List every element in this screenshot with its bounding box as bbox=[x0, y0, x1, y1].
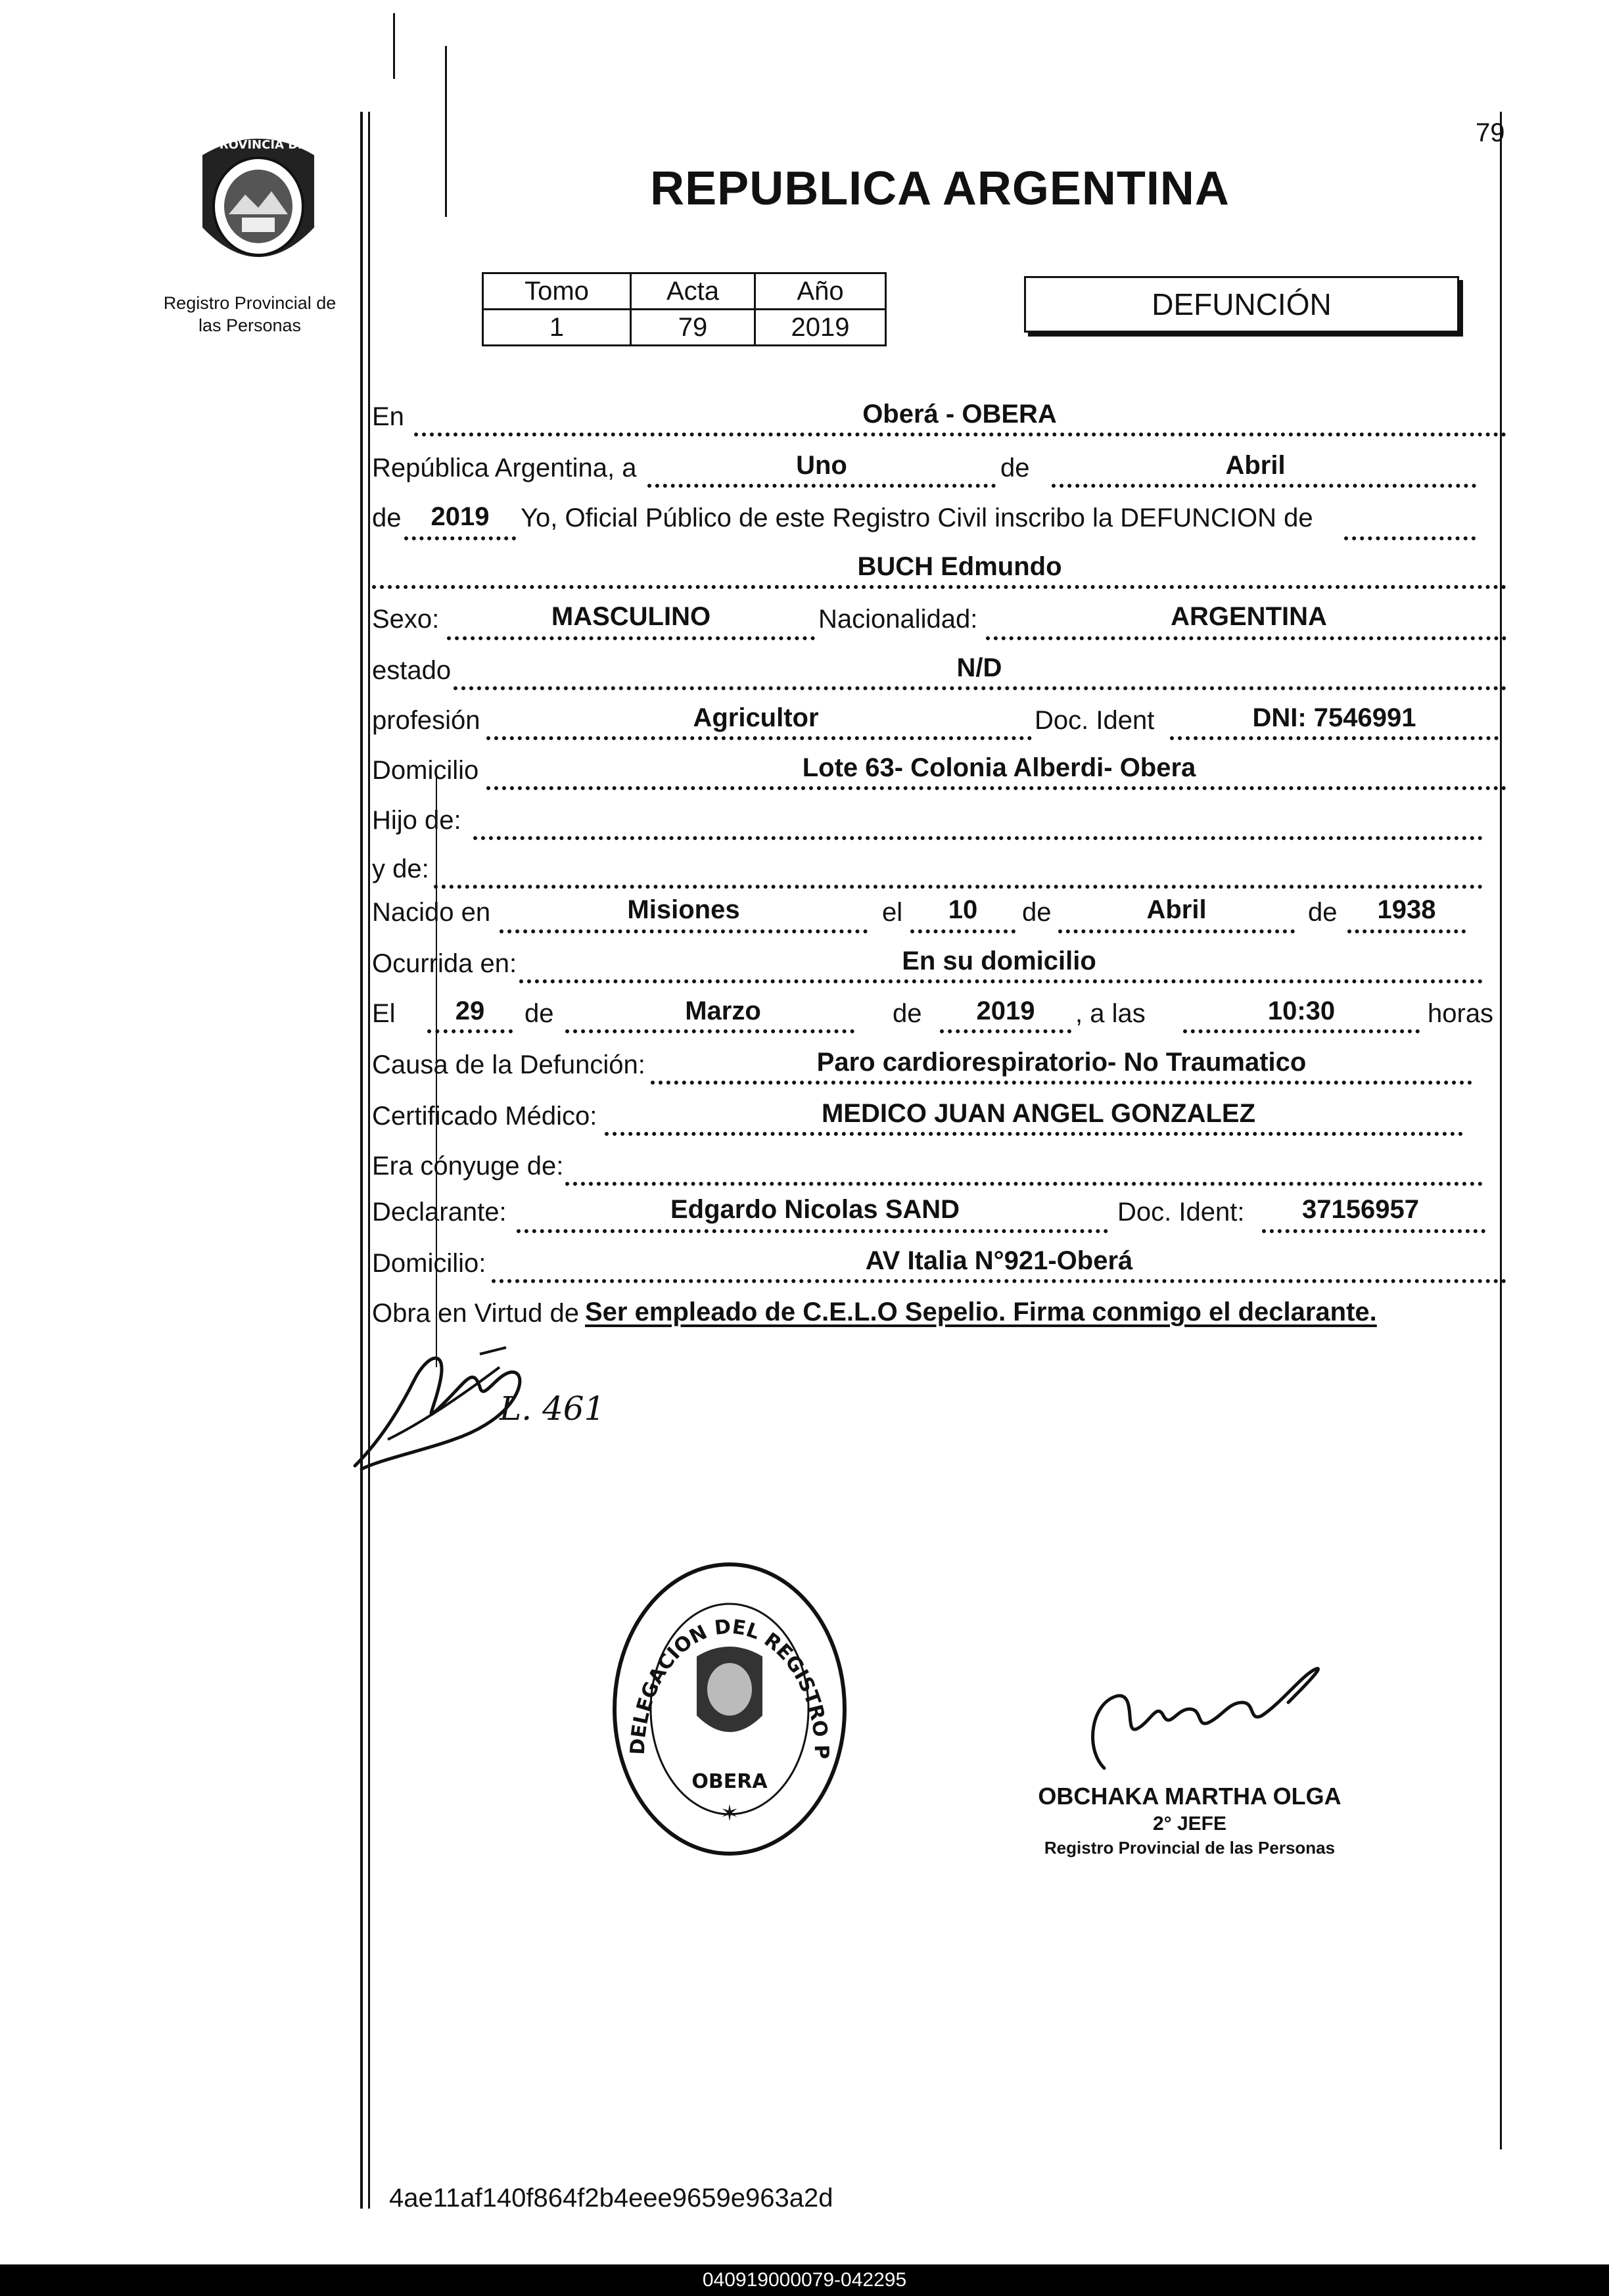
dotted-line bbox=[519, 979, 1483, 983]
doc-ident-value: DNI: 7546991 bbox=[1252, 703, 1416, 732]
nacionalidad-label: Nacionalidad: bbox=[818, 605, 978, 634]
hash-code: 4ae11af140f864f2b4eee9659e963a2d bbox=[389, 2184, 833, 2213]
dotted-line bbox=[492, 1279, 1506, 1283]
dotted-line bbox=[434, 885, 1483, 889]
estado-value: N/D bbox=[956, 653, 1002, 682]
de-label: de bbox=[1308, 898, 1338, 927]
dotted-line bbox=[647, 484, 996, 488]
dotted-line bbox=[404, 536, 516, 540]
page-number: 79 bbox=[1476, 118, 1505, 147]
dia-letras-value: Uno bbox=[796, 451, 847, 480]
nacido-label: Nacido en bbox=[372, 898, 491, 927]
dotted-line bbox=[565, 1182, 1483, 1186]
anio-value: 2019 bbox=[431, 502, 490, 531]
footer-code: 040919000079-042295 bbox=[0, 2264, 1609, 2296]
scan-line-top-1 bbox=[393, 13, 395, 79]
profesion-label: profesión bbox=[372, 706, 480, 735]
dotted-line bbox=[1052, 484, 1476, 488]
ocurrida-label: Ocurrida en: bbox=[372, 949, 517, 978]
dotted-line bbox=[1262, 1229, 1485, 1233]
dotted-line bbox=[454, 686, 1506, 690]
acta-value: 79 bbox=[631, 310, 755, 346]
dotted-line bbox=[940, 1029, 1071, 1033]
en-label: En bbox=[372, 402, 404, 431]
mes-value: Abril bbox=[1225, 451, 1286, 480]
certificado-label: Certificado Médico: bbox=[372, 1102, 597, 1131]
republica-label: República Argentina, a bbox=[372, 454, 637, 482]
acta-table bbox=[482, 272, 887, 346]
dotted-line bbox=[500, 929, 868, 933]
dotted-line bbox=[517, 1229, 1108, 1233]
emblem-text-top: PROVINCIA DE bbox=[210, 138, 306, 152]
dotted-line bbox=[1058, 929, 1295, 933]
dotted-line bbox=[605, 1132, 1463, 1136]
declarant-signature-note: L. 461 bbox=[500, 1390, 605, 1428]
dotted-line bbox=[1347, 929, 1466, 933]
stamp-ring-text: DELEGACION DEL REGISTRO P bbox=[626, 1615, 833, 1760]
ocurrida-en-value: En su domicilio bbox=[902, 947, 1096, 975]
de-label: de bbox=[372, 504, 402, 532]
dotted-line bbox=[1344, 536, 1476, 540]
domicilio2-label: Domicilio: bbox=[372, 1249, 486, 1278]
domicilio-label: Domicilio bbox=[372, 756, 479, 785]
left-margin-line-inner bbox=[368, 112, 370, 2209]
conyuge-label: Era cónyuge de: bbox=[372, 1152, 564, 1181]
dotted-line bbox=[473, 836, 1483, 840]
fallecido-value: BUCH Edmundo bbox=[857, 552, 1062, 581]
lugar-value: Oberá - OBERA bbox=[862, 400, 1057, 429]
acta-header: Acta bbox=[631, 273, 755, 310]
nacido-en-value: Misiones bbox=[627, 895, 740, 924]
official-role: 2° JEFE bbox=[1152, 1813, 1227, 1835]
anio-value: 2019 bbox=[755, 310, 886, 346]
def-anio-value: 2019 bbox=[976, 996, 1035, 1025]
dotted-line bbox=[372, 585, 1506, 589]
nac-dia-value: 10 bbox=[948, 895, 978, 924]
page-title: REPUBLICA ARGENTINA bbox=[650, 162, 1230, 215]
dotted-line bbox=[486, 786, 1506, 790]
horas-label: horas bbox=[1428, 999, 1494, 1028]
left-margin-line bbox=[360, 112, 363, 2209]
official-name: OBCHAKA MARTHA OLGA bbox=[1038, 1783, 1341, 1810]
declarante-doc-value: 37156957 bbox=[1302, 1195, 1419, 1224]
dotted-line bbox=[651, 1081, 1472, 1085]
dotted-line bbox=[486, 736, 1032, 740]
nac-mes-value: Abril bbox=[1146, 895, 1207, 924]
svg-text:✶: ✶ bbox=[720, 1800, 739, 1827]
document-type-box: DEFUNCIÓN bbox=[1024, 276, 1459, 333]
el-label: el bbox=[882, 898, 903, 927]
domicilio-value: Lote 63- Colonia Alberdi- Obera bbox=[802, 753, 1196, 782]
right-margin-line bbox=[1500, 112, 1502, 2149]
doc-ident2-label: Doc. Ident: bbox=[1117, 1198, 1245, 1227]
oficial-text: Yo, Oficial Público de este Registro Civil inscribo la DEFUNCION de bbox=[521, 504, 1313, 532]
dotted-line bbox=[1170, 736, 1499, 740]
anio-header: Año bbox=[755, 273, 886, 310]
causa-label: Causa de la Defunción: bbox=[372, 1050, 645, 1079]
def-mes-value: Marzo bbox=[685, 996, 761, 1025]
declarante-label: Declarante: bbox=[372, 1198, 507, 1227]
dotted-line bbox=[910, 929, 1015, 933]
tomo-value: 1 bbox=[483, 310, 631, 346]
declarant-signature bbox=[342, 1328, 618, 1479]
official-registry: Registro Provincial de las Personas bbox=[1044, 1838, 1336, 1858]
doc-ident-label: Doc. Ident bbox=[1035, 706, 1155, 735]
sexo-value: MASCULINO bbox=[551, 602, 711, 631]
certificado-value: MEDICO JUAN ANGEL GONZALEZ bbox=[821, 1099, 1256, 1128]
sexo-label: Sexo: bbox=[372, 605, 440, 634]
hijo-label: Hijo de: bbox=[372, 806, 461, 835]
nac-anio-value: 1938 bbox=[1377, 895, 1436, 924]
emblem-text-bottom: MISIONES bbox=[218, 256, 299, 272]
dotted-line bbox=[447, 636, 815, 640]
declarante-value: Edgardo Nicolas SAND bbox=[670, 1195, 960, 1224]
tomo-header: Tomo bbox=[483, 273, 631, 310]
def-dia-value: 29 bbox=[455, 996, 485, 1025]
a-las-label: , a las bbox=[1075, 999, 1146, 1028]
de-label: de bbox=[525, 999, 554, 1028]
declarante-domicilio-value: AV Italia N°921-Oberá bbox=[865, 1246, 1133, 1275]
el2-label: El bbox=[372, 999, 396, 1028]
official-stamp bbox=[605, 1558, 854, 1860]
nacionalidad-value: ARGENTINA bbox=[1171, 602, 1327, 631]
hora-value: 10:30 bbox=[1267, 996, 1336, 1025]
y-de-label: y de: bbox=[372, 855, 429, 883]
registry-emblem bbox=[189, 129, 327, 281]
obra-label: Obra en Virtud de bbox=[372, 1299, 580, 1328]
registry-caption-line1: Registro Provincial de bbox=[163, 293, 337, 313]
de-label: de bbox=[1000, 454, 1030, 482]
dotted-line bbox=[565, 1029, 854, 1033]
causa-value: Paro cardiorespiratorio- No Traumatico bbox=[816, 1048, 1307, 1077]
obra-value: Ser empleado de C.E.L.O Sepelio. Firma conmigo el declarante. bbox=[585, 1298, 1377, 1326]
registry-caption-line2: las Personas bbox=[198, 316, 302, 335]
registry-caption bbox=[151, 292, 348, 337]
dotted-line bbox=[1183, 1029, 1420, 1033]
dotted-line bbox=[427, 1029, 513, 1033]
de-label: de bbox=[1022, 898, 1052, 927]
stamp-center-text: OBERA bbox=[691, 1770, 768, 1793]
dotted-line bbox=[986, 636, 1506, 640]
estado-label: estado bbox=[372, 656, 452, 685]
dotted-line bbox=[414, 433, 1506, 436]
profesion-value: Agricultor bbox=[693, 703, 819, 732]
official-signature bbox=[1065, 1650, 1341, 1781]
de-label: de bbox=[893, 999, 922, 1028]
